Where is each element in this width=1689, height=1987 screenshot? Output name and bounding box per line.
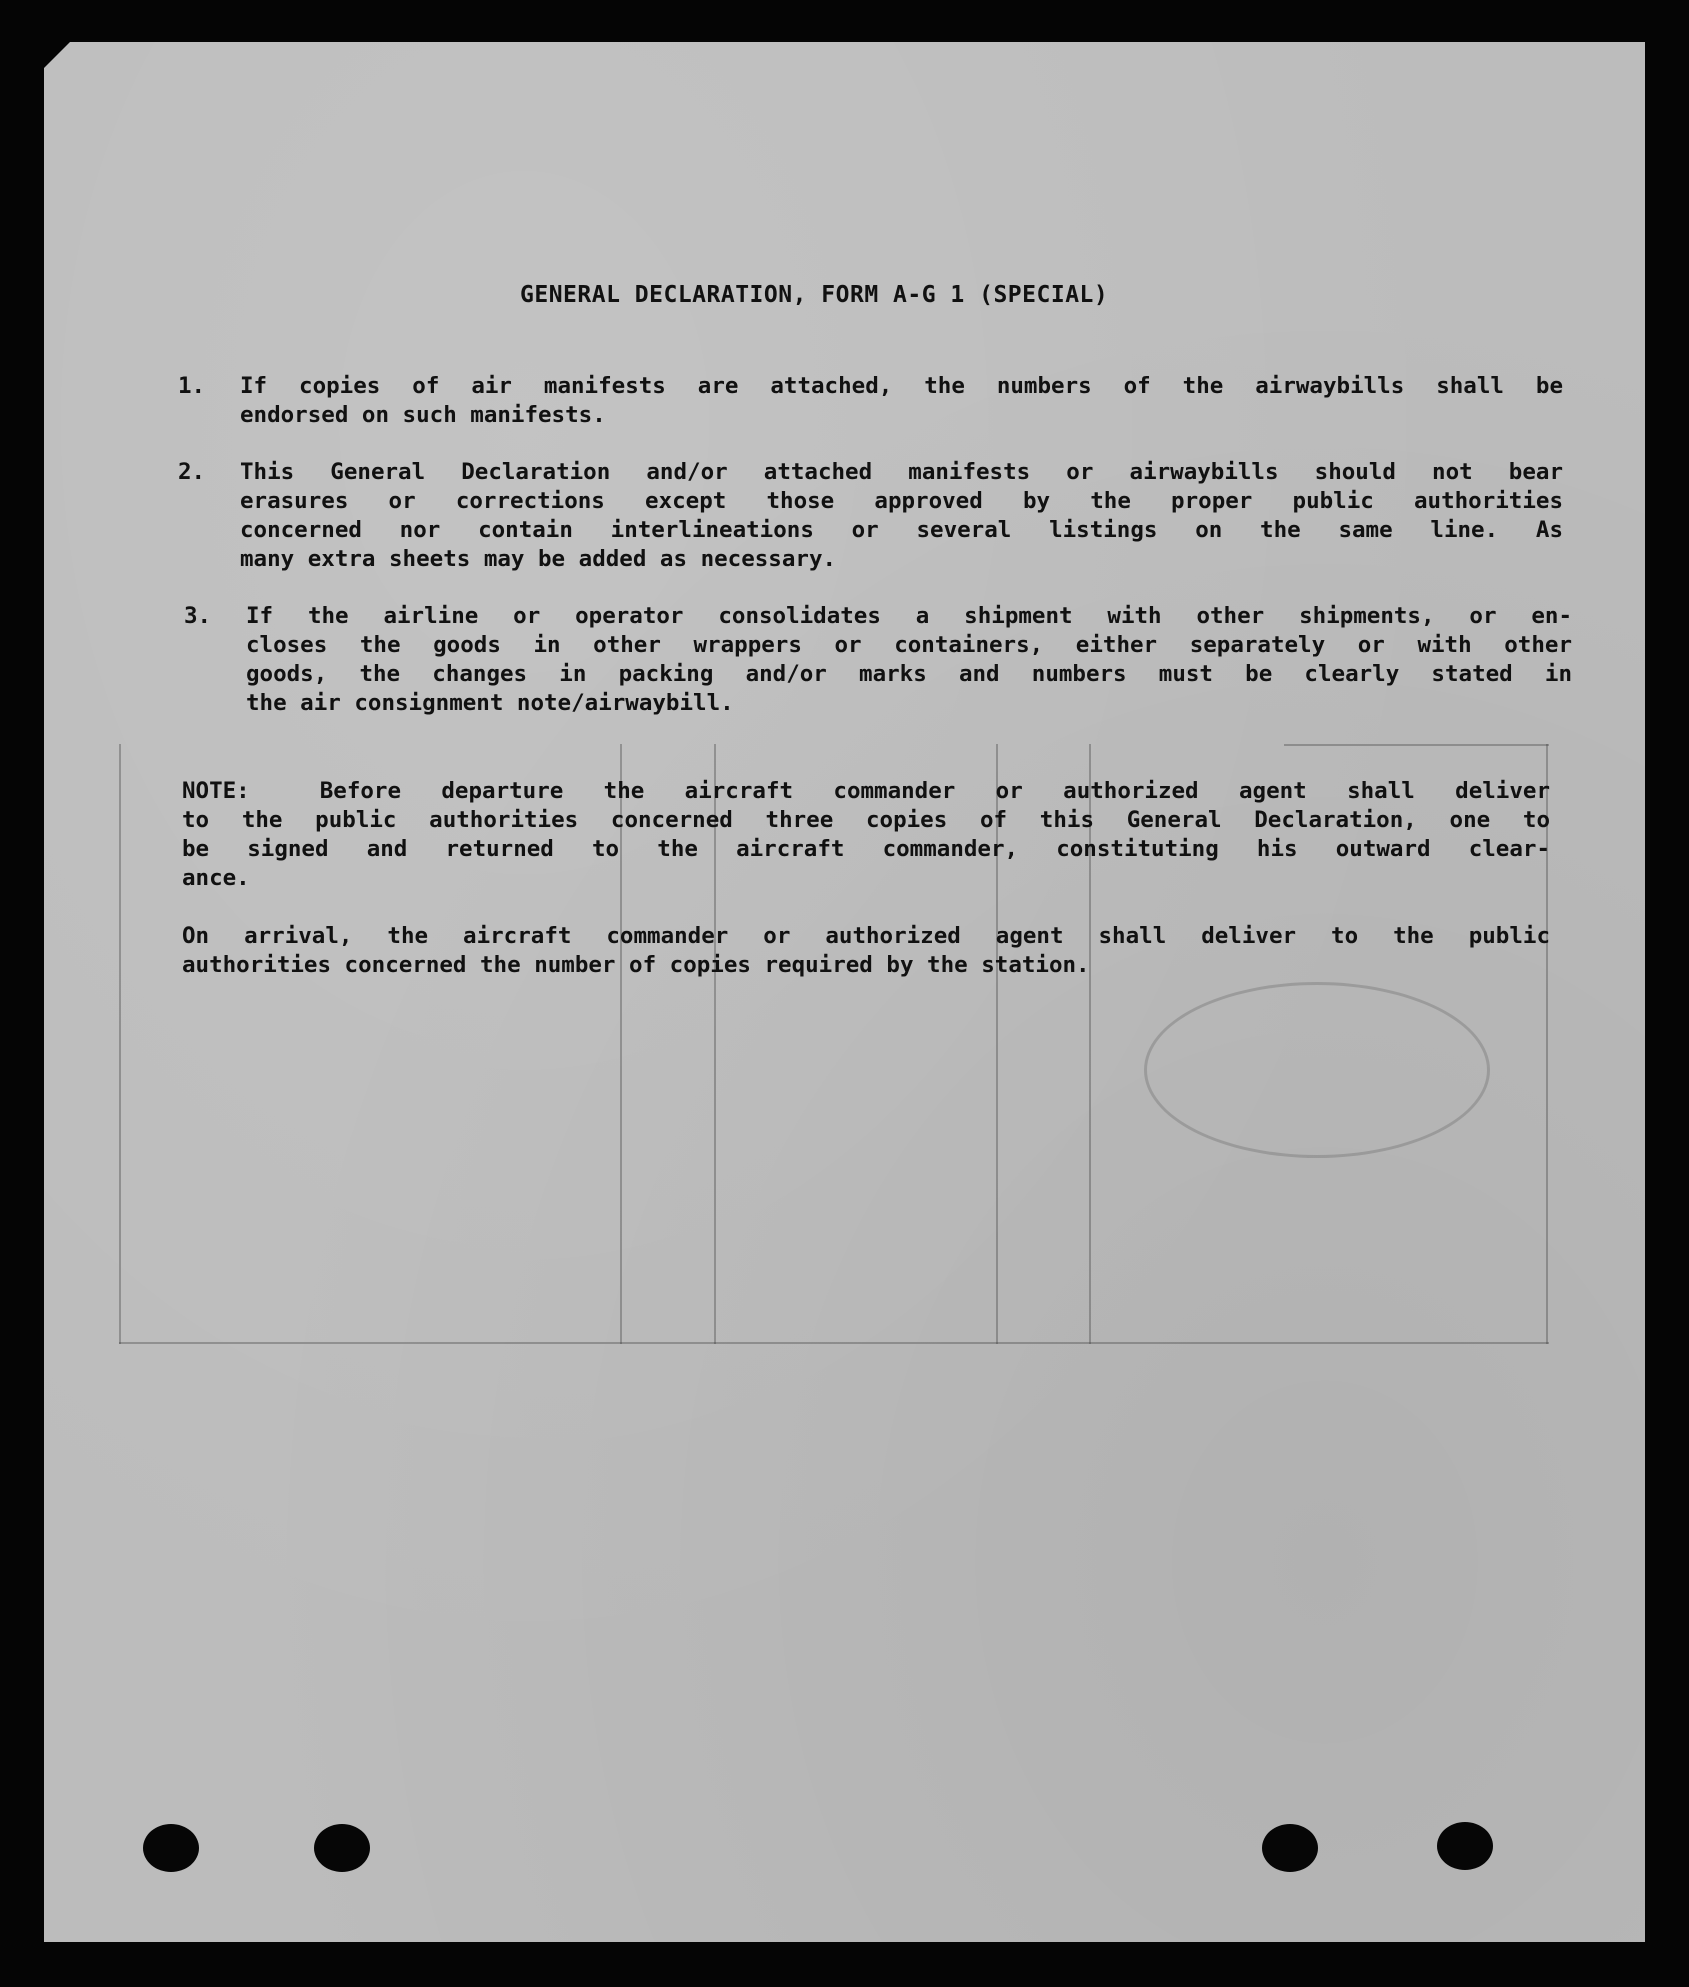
punch-hole [143, 1824, 199, 1872]
item-number: 2. [178, 459, 206, 485]
ghost-stamp [1144, 982, 1490, 1158]
note-line-text: Before departure the aircraft commander or authorized agent shall deliver [319, 778, 1550, 804]
item-line: If copies of air manifests are attached, the numbers of the airwaybills shall be [240, 373, 1563, 399]
item-number: 1. [178, 373, 206, 399]
ghost-table-line [1284, 744, 1549, 746]
item-line: endorsed on such manifests. [240, 402, 606, 428]
note-line: ance. [182, 865, 250, 891]
note-line: authorities concerned the number of copies required by the station. [182, 952, 1090, 978]
ghost-table-line [119, 744, 121, 1344]
note-line [182, 777, 1550, 806]
punch-hole [314, 1824, 370, 1872]
note-paragraph [182, 777, 1550, 893]
note-line: On arrival, the aircraft commander or authorized agent shall deliver to the public [182, 923, 1550, 949]
item-line: goods, the changes in packing and/or marks and numbers must be clearly stated in [246, 661, 1572, 687]
note-line: to the public authorities concerned three copies of this General Declaration, one to [182, 807, 1550, 833]
item-line: many extra sheets may be added as necessary. [240, 546, 837, 572]
document-page [44, 42, 1645, 1942]
item-line: erasures or corrections except those approved by the proper public authorities [240, 488, 1563, 514]
page-title: GENERAL DECLARATION, FORM A-G 1 (SPECIAL) [520, 282, 1109, 308]
note-paragraph [182, 922, 1550, 980]
item-line: the air consignment note/airwaybill. [246, 690, 734, 716]
ghost-table-line [119, 1342, 1549, 1344]
punch-hole [1437, 1822, 1493, 1870]
item-line: If the airline or operator consolidates a shipment with other shipments, or en- [246, 603, 1572, 629]
note-line: be signed and returned to the aircraft commander, constituting his outward clear- [182, 836, 1550, 862]
item-line: concerned nor contain interlineations or several listings on the same line. As [240, 517, 1563, 543]
item-number: 3. [184, 603, 212, 629]
item-line: closes the goods in other wrappers or containers, either separately or with other [246, 632, 1572, 658]
note-label: NOTE: [182, 778, 250, 804]
punch-hole [1262, 1824, 1318, 1872]
item-line: This General Declaration and/or attached manifests or airwaybills should not bear [240, 459, 1563, 485]
folded-corner [44, 42, 70, 68]
